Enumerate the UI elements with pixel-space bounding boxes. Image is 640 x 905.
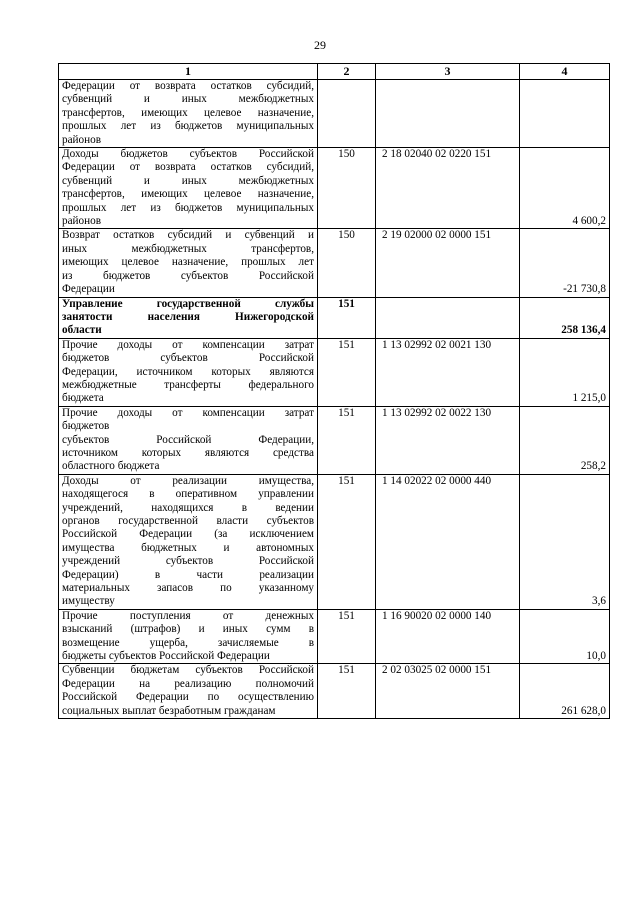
- row-budget-code: 1 14 02022 02 0000 440: [376, 474, 520, 609]
- table-row: [59, 474, 610, 609]
- description-line: имеющих целевое назначение, прошлых лет: [62, 256, 314, 269]
- description-line: бюджеты субъектов Российской Федерации: [62, 650, 270, 663]
- table-body: [59, 80, 610, 719]
- row-budget-code: 1 13 02992 02 0022 130: [376, 406, 520, 474]
- revenue-table: [58, 63, 610, 719]
- description-line: источником которых являются средства: [62, 446, 314, 459]
- row-admin-code: 151: [318, 474, 376, 609]
- header-col-3: 3: [376, 64, 520, 80]
- row-description: [59, 338, 318, 406]
- row-sum: 4 600,2: [520, 148, 610, 229]
- row-budget-code: 2 18 02040 02 0220 151: [376, 148, 520, 229]
- description-line: иных межбюджетных трансфертов,: [62, 242, 314, 255]
- description-line: возмещение ущерба, зачисляемые в: [62, 636, 314, 649]
- row-description: [59, 406, 318, 474]
- description-line: Возврат остатков субсидий и субвенций и: [62, 229, 314, 242]
- header-col-2: 2: [318, 64, 376, 80]
- description-line: социальных выплат безработным гражданам: [62, 704, 276, 717]
- table-header-row: [59, 64, 610, 80]
- row-admin-code: 151: [318, 297, 376, 338]
- row-budget-code: 1 16 90020 02 0000 140: [376, 609, 520, 664]
- description-line: бюджетов: [62, 420, 110, 433]
- row-sum: 3,6: [520, 474, 610, 609]
- description-line: межбюджетные трансферты федерального: [62, 378, 314, 391]
- row-description: [59, 664, 318, 719]
- description-line: имуществу: [62, 595, 115, 608]
- description-line: Федерации от возврата остатков субсидий,: [62, 161, 314, 174]
- header-col-1: 1: [59, 64, 318, 80]
- description-line: Доходы бюджетов субъектов Российской: [62, 148, 314, 161]
- header-col-4: 4: [520, 64, 610, 80]
- description-line: областного бюджета: [62, 460, 160, 473]
- description-line: материальных запасов по указанному: [62, 582, 314, 595]
- row-sum: 1 215,0: [520, 338, 610, 406]
- table-row: [59, 297, 610, 338]
- description-line: Прочие поступления от денежных: [62, 609, 314, 622]
- table-row: [59, 664, 610, 719]
- row-budget-code: [376, 297, 520, 338]
- row-sum: 261 628,0: [520, 664, 610, 719]
- description-line: Федерации от возврата остатков субсидий,: [62, 80, 314, 92]
- description-line: из бюджетов субъектов Российской: [62, 269, 314, 282]
- row-sum: 258,2: [520, 406, 610, 474]
- description-line: находящегося в оперативном управлении: [62, 488, 314, 501]
- table-row: [59, 338, 610, 406]
- row-sum: -21 730,8: [520, 229, 610, 297]
- description-line: субвенций и иных межбюджетных: [62, 93, 314, 106]
- row-description: [59, 474, 318, 609]
- row-description: [59, 229, 318, 297]
- row-sum: 10,0: [520, 609, 610, 664]
- description-line: области: [62, 324, 102, 337]
- description-line: трансфертов, имеющих целевое назначение,: [62, 106, 314, 119]
- row-description: [59, 297, 318, 338]
- description-line: Федерации) в части реализации: [62, 568, 314, 581]
- row-budget-code: 2 02 03025 02 0000 151: [376, 664, 520, 719]
- table-row: [59, 80, 610, 148]
- description-line: Доходы от реализации имущества,: [62, 474, 314, 487]
- description-line: Федерации: [62, 283, 115, 296]
- row-admin-code: 151: [318, 406, 376, 474]
- description-line: учреждений, находящихся в ведении: [62, 501, 314, 514]
- row-description: [59, 80, 318, 148]
- description-line: Субвенции бюджетам субъектов Российской: [62, 664, 314, 677]
- description-line: субъектов Российской Федерации,: [62, 433, 314, 446]
- description-line: прошлых лет из бюджетов муниципальных: [62, 120, 314, 133]
- description-line: трансфертов, имеющих целевое назначение,: [62, 188, 314, 201]
- description-line: Федерации на реализацию полномочий: [62, 677, 314, 690]
- row-admin-code: 150: [318, 148, 376, 229]
- description-line: Российской Федерации по осуществлению: [62, 691, 314, 704]
- description-line: прошлых лет из бюджетов муниципальных: [62, 201, 314, 214]
- description-line: Управление государственной службы: [62, 297, 314, 310]
- page-number: 29: [314, 38, 326, 52]
- table-row: [59, 148, 610, 229]
- description-line: бюджетов субъектов Российской: [62, 352, 314, 365]
- row-admin-code: 151: [318, 664, 376, 719]
- row-admin-code: 151: [318, 609, 376, 664]
- description-line: субвенций и иных межбюджетных: [62, 174, 314, 187]
- table-row: [59, 406, 610, 474]
- description-line: районов: [62, 215, 102, 228]
- row-sum: 258 136,4: [520, 297, 610, 338]
- description-line: бюджета: [62, 392, 104, 405]
- row-budget-code: 2 19 02000 02 0000 151: [376, 229, 520, 297]
- description-line: учреждений субъектов Российской: [62, 555, 314, 568]
- row-description: [59, 609, 318, 664]
- row-admin-code: 150: [318, 229, 376, 297]
- description-line: имущества бюджетных и автономных: [62, 541, 314, 554]
- description-line: органов государственной власти субъектов: [62, 515, 314, 527]
- row-description: [59, 148, 318, 229]
- description-line: Прочие доходы от компенсации затрат: [62, 338, 314, 351]
- table-row: [59, 609, 610, 664]
- row-sum: [520, 80, 610, 148]
- description-line: взысканий (штрафов) и иных сумм в: [62, 623, 314, 636]
- row-budget-code: 1 13 02992 02 0021 130: [376, 338, 520, 406]
- row-admin-code: [318, 80, 376, 148]
- description-line: Прочие доходы от компенсации затрат: [62, 406, 314, 419]
- row-budget-code: [376, 80, 520, 148]
- description-line: занятости населения Нижегородской: [62, 310, 314, 323]
- description-line: районов: [62, 133, 102, 146]
- table-row: [59, 229, 610, 297]
- description-line: Российской Федерации (за исключением: [62, 528, 314, 541]
- row-admin-code: 151: [318, 338, 376, 406]
- description-line: Федерации, источником которых являются: [62, 365, 314, 378]
